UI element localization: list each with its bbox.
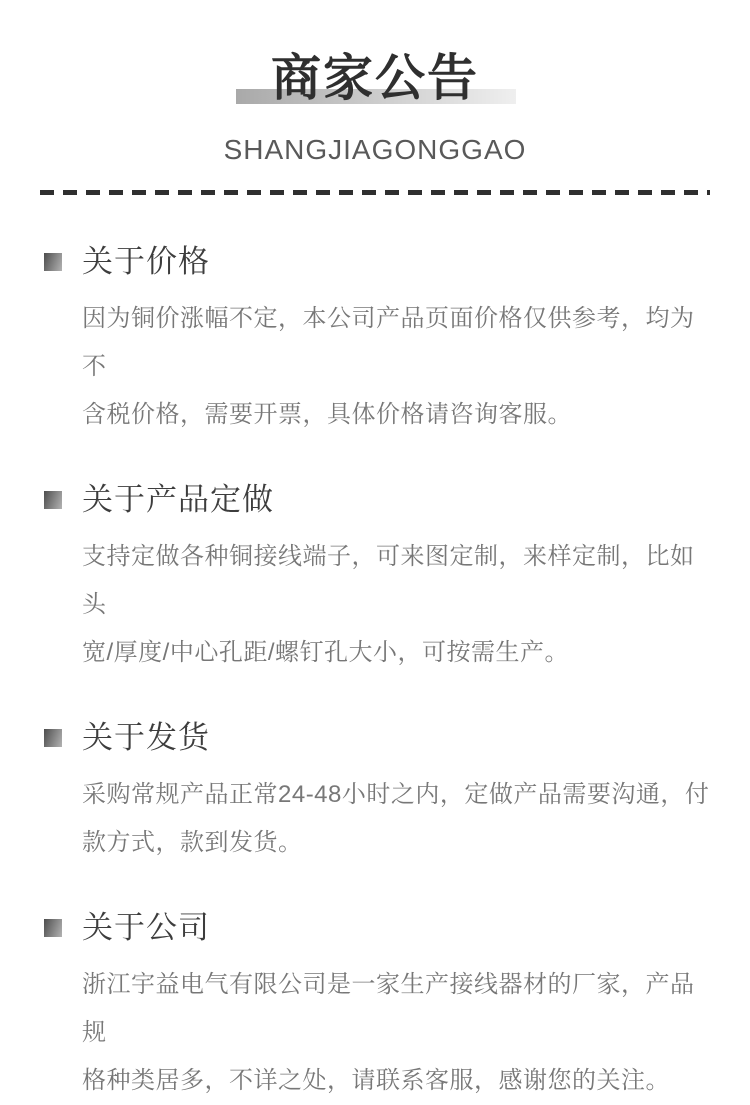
square-bullet-icon xyxy=(44,253,62,271)
section-header xyxy=(44,911,710,945)
body-line: 浙江宇益电气有限公司是一家生产接线器材的厂家，产品规 xyxy=(82,971,695,1046)
section-header xyxy=(44,721,710,755)
section-body xyxy=(82,961,710,1105)
square-bullet-icon xyxy=(44,729,62,747)
section-body xyxy=(82,295,710,439)
section-shipping xyxy=(44,721,710,867)
section-header xyxy=(44,245,710,279)
body-line: 格种类居多，不详之处，请联系客服，感谢您的关注。 xyxy=(82,1067,670,1094)
section-customization xyxy=(44,483,710,677)
body-line: 因为铜价涨幅不定，本公司产品页面价格仅供参考，均为不 xyxy=(82,305,695,380)
section-title: 关于公司 xyxy=(82,910,210,945)
section-pricing xyxy=(44,245,710,439)
section-title: 关于产品定做 xyxy=(82,482,274,517)
section-header xyxy=(44,483,710,517)
announcement-sections xyxy=(0,245,750,1105)
square-bullet-icon xyxy=(44,919,62,937)
section-title: 关于发货 xyxy=(82,720,210,755)
section-body xyxy=(82,771,710,867)
body-line: 含税价格，需要开票，具体价格请咨询客服。 xyxy=(82,401,572,428)
body-line: 宽/厚度/中心孔距/螺钉孔大小，可按需生产。 xyxy=(82,639,570,666)
body-line: 采购常规产品正常24-48小时之内，定做产品需要沟通，付 xyxy=(82,781,710,808)
section-company xyxy=(44,911,710,1105)
dashed-divider xyxy=(40,190,710,195)
section-title: 关于价格 xyxy=(82,244,210,279)
section-body xyxy=(82,533,710,677)
page-title: 商家公告 xyxy=(271,50,479,106)
body-line: 支持定做各种铜接线端子，可来图定制，来样定制，比如头 xyxy=(82,543,695,618)
announcement-header xyxy=(0,0,750,166)
page-subtitle: SHANGJIAGONGGAO xyxy=(223,134,527,165)
square-bullet-icon xyxy=(44,491,62,509)
body-line: 款方式，款到发货。 xyxy=(82,829,303,856)
